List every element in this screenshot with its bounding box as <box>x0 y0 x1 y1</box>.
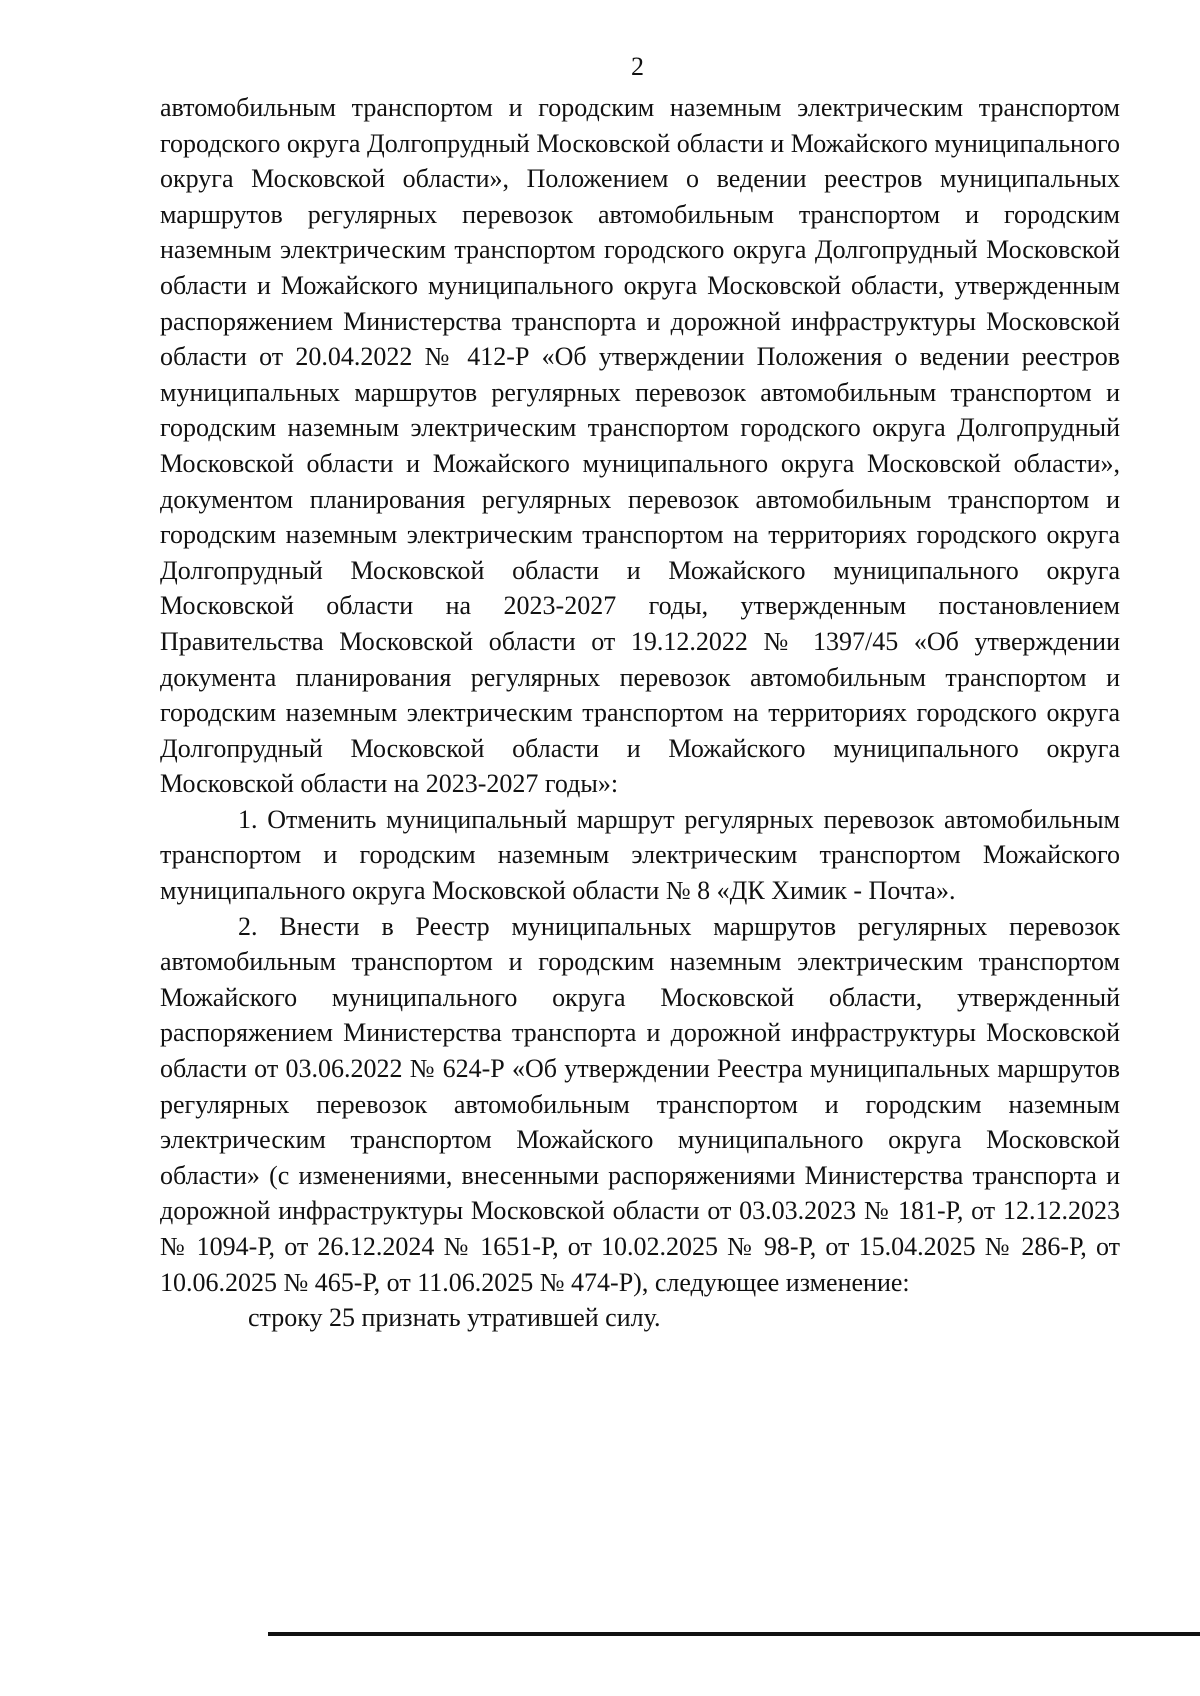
paragraph-amendment-text: строку 25 признать утратившей силу. <box>248 1303 661 1333</box>
bottom-divider-line <box>268 1632 1200 1636</box>
paragraph-item-2-amend-registry: 2. Внести в Реестр муниципальных маршрутов регулярных перевозок автомобильным транспортом и городским наземным электрическим транспортом Можайского муниципального округа Московской области, утвержденный распоряжением Министерства транспорта и дорожной инфраструктуры Московской области от 03.06.2022 № 624-Р «Об утверждении Реестра муниципальных маршрутов регулярных перевозок автомобильным транспортом и городским наземным электрическим транспортом Можайского муниципального округа Московской области» (с изменениями, внесенными распоряжениями Министерства транспорта и дорожной инфраструктуры Московской области от 03.03.2023 № 181-Р, от 12.12.2023 № 1094-Р, от 26.12.2024 № 1651-Р, от 10.02.2025 № 98-Р, от 15.04.2025 № 286-Р, от 10.06.2025 № 465-Р, от 11.06.2025 № 474-Р), следующее изменение: <box>160 911 1120 1297</box>
page-number: 2 <box>631 52 644 81</box>
document-body <box>160 90 1120 1336</box>
paragraph-item-1-cancel-route: 1. Отменить муниципальный маршрут регулярных перевозок автомобильным транспортом и городским наземным электрическим транспортом Можайского муниципального округа Московской области № 8 «ДК Химик - Почта». <box>160 804 1120 906</box>
paragraph-preamble-continuation: автомобильным транспортом и городским наземным электрическим транспортом городского округа Долгопрудный Московской области и Можайского муниципального округа Московской области», Положением о ведении реестров муниципальных маршрутов регулярных перевозок автомобильным транспортом и городским наземным электрическим транспортом городского округа Долгопрудный Московской области и Можайского муниципального округа Московской области, утвержденным распоряжением Министерства транспорта и дорожной инфраструктуры Московской области от 20.04.2022 № 412-Р «Об утверждении Положения о ведении реестров муниципальных маршрутов регулярных перевозок автомобильным транспортом и городским наземным электрическим транспортом городского округа Долгопрудный Московской области и Можайского муниципального округа Московской области», документом планирования регулярных перевозок автомобильным транспортом и городским наземным электрическим транспортом на территориях городского округа Долгопрудный Московской области и Можайского муниципального округа Московской области на 2023-2027 годы, утвержденным постановлением Правительства Московской области от 19.12.2022 № 1397/45 «Об утверждении документа планирования регулярных перевозок автомобильным транспортом и городским наземным электрическим транспортом на территориях городского округа Долгопрудный Московской области и Можайского муниципального округа Московской области на 2023-2027 годы»: <box>160 93 1120 799</box>
